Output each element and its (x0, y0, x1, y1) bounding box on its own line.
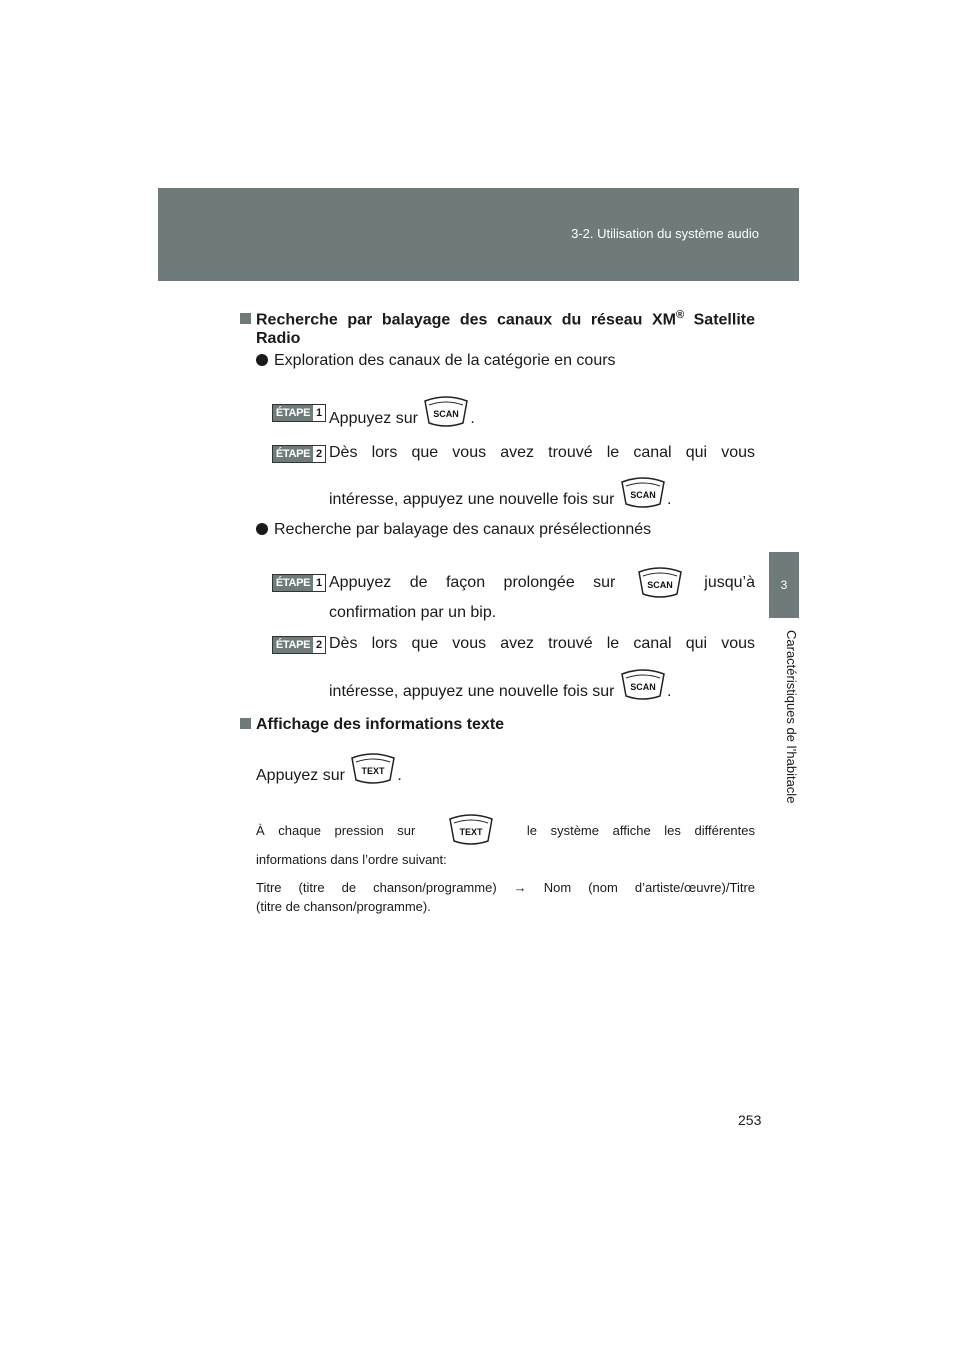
chapter-header (158, 188, 799, 281)
section-title: 3-2. Utilisation du système audio (571, 226, 759, 241)
step-badge: ÉTAPE 2 (272, 636, 326, 654)
round-bullet-icon (256, 523, 268, 535)
sub2-heading: Recherche par balayage des canaux présélectionnés (256, 521, 651, 539)
sub2-step1-line1: Appuyez de façon prolongée sur SCAN jusqu’à (329, 566, 755, 600)
section1-heading: Recherche par balayage des canaux du réseau XM® Satellite (240, 303, 755, 332)
page-number: 253 (738, 1112, 762, 1128)
scan-button-icon (619, 668, 667, 702)
scan-button-icon (422, 395, 470, 429)
svg-text:SCAN: SCAN (647, 580, 673, 590)
svg-text:SCAN: SCAN (433, 409, 460, 419)
section1-heading-line2: Radio (256, 330, 301, 347)
scan-button-icon (619, 476, 667, 510)
chapter-label: Caractéristiques de l’habitacle (784, 630, 799, 804)
sub2-step1-line2: confirmation par un bip. (329, 604, 497, 621)
sub1-step1-text: Appuyez sur SCAN . (329, 395, 475, 429)
square-bullet-icon (240, 718, 251, 729)
note-line3: Titre (titre de chanson/programme) → Nom (nom d’artiste/œuvre)/Titre (256, 880, 755, 895)
scan-button-icon (636, 566, 684, 600)
sub2-step2-line2: intéresse, appuyez une nouvelle fois sur SCAN . (329, 668, 671, 702)
svg-text:TEXT: TEXT (459, 827, 483, 837)
note-line2: informations dans l’ordre suivant: (256, 852, 447, 867)
svg-text:SCAN: SCAN (630, 682, 656, 692)
step-badge: ÉTAPE 1 (272, 404, 326, 422)
step-badge: ÉTAPE 2 (272, 445, 326, 463)
round-bullet-icon (256, 354, 268, 366)
sub1-step2-line1: Dès lors que vous avez trouvé le canal qui vous (329, 444, 755, 461)
sub2-step2-line1: Dès lors que vous avez trouvé le canal qui vous (329, 635, 755, 652)
note-line4: (titre de chanson/programme). (256, 899, 431, 914)
section2-heading: Affichage des informations texte (240, 713, 504, 737)
text-button-icon (349, 752, 397, 786)
note-line1: À chaque pression sur TEXT le système affiche les différentes (256, 813, 755, 847)
chapter-tab: 3 (769, 552, 799, 618)
sub1-step2-line2: intéresse, appuyez une nouvelle fois sur SCAN . (329, 476, 671, 510)
square-bullet-icon (240, 313, 251, 324)
text-button-icon (447, 813, 495, 847)
sub1-heading: Exploration des canaux de la catégorie en cours (256, 352, 616, 370)
section2-press: Appuyez sur TEXT . (256, 752, 402, 786)
svg-text:SCAN: SCAN (630, 490, 656, 500)
svg-text:TEXT: TEXT (361, 766, 385, 776)
step-badge: ÉTAPE 1 (272, 574, 326, 592)
